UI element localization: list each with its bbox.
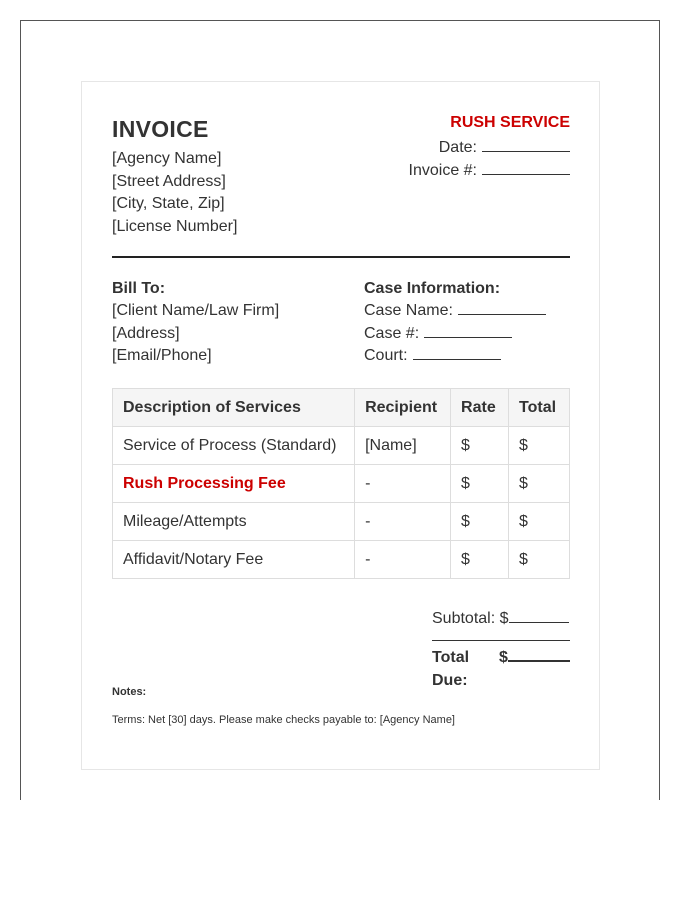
row-rate: $ — [451, 541, 509, 579]
payment-terms: Terms: Net [30] days. Please make checks payable to: [Agency Name] — [112, 714, 455, 726]
case-number-label: Case #: — [364, 324, 420, 342]
agency-license: [License Number] — [112, 217, 238, 235]
invoice-header — [112, 112, 570, 257]
total-due-field[interactable] — [508, 646, 570, 662]
row-recipient: - — [355, 541, 451, 579]
invoice-number-label: Invoice #: — [408, 162, 477, 179]
table-header-row — [113, 389, 570, 427]
case-name-field[interactable] — [458, 300, 546, 315]
parties-section — [112, 278, 570, 368]
row-total: $ — [509, 541, 570, 579]
table-row — [113, 541, 570, 579]
bill-to — [112, 278, 279, 367]
row-description: Rush Processing Fee — [113, 465, 355, 503]
case-number-row — [364, 323, 546, 345]
row-description: Service of Process (Standard) — [113, 427, 355, 465]
date-row — [409, 136, 570, 159]
subtotal-label: Subtotal: $ — [432, 610, 509, 627]
row-rate: $ — [451, 427, 509, 465]
client-address: [Address] — [112, 324, 180, 342]
row-rate: $ — [451, 503, 509, 541]
row-rate: $ — [451, 465, 509, 503]
header-description: Description of Services — [113, 389, 355, 427]
invoice-meta — [409, 136, 570, 182]
table-row — [113, 427, 570, 465]
services-table — [112, 388, 570, 579]
court-label: Court: — [364, 346, 408, 364]
case-name-row — [364, 300, 546, 322]
invoice-title: INVOICE — [112, 116, 209, 142]
header-divider — [112, 256, 570, 258]
case-name-label: Case Name: — [364, 302, 453, 320]
case-number-field[interactable] — [424, 323, 512, 338]
row-total: $ — [509, 503, 570, 541]
invoice-number-field[interactable] — [482, 160, 570, 175]
date-label: Date: — [438, 139, 477, 156]
agency-city: [City, State, Zip] — [112, 195, 225, 212]
total-due-value — [499, 646, 570, 667]
totals-divider — [432, 640, 570, 641]
client-contact: [Email/Phone] — [112, 346, 212, 364]
subtotal-row — [432, 608, 569, 628]
court-field[interactable] — [413, 345, 501, 360]
row-description: Affidavit/Notary Fee — [113, 541, 355, 579]
total-due-currency: $ — [499, 649, 508, 666]
agency-name: [Agency Name] — [112, 150, 222, 167]
invoice-document — [81, 81, 600, 770]
row-total: $ — [509, 465, 570, 503]
bill-to-heading: Bill To: — [112, 280, 166, 297]
header-rate: Rate — [451, 389, 509, 427]
invoice-content — [112, 112, 570, 726]
date-field[interactable] — [482, 137, 570, 152]
court-row — [364, 345, 546, 367]
header-total: Total — [509, 389, 570, 427]
table-row — [113, 465, 570, 503]
rush-service-label: RUSH SERVICE — [450, 114, 570, 131]
row-recipient: [Name] — [355, 427, 451, 465]
table-row — [113, 503, 570, 541]
agency-street: [Street Address] — [112, 172, 226, 190]
subtotal-field[interactable] — [509, 608, 569, 623]
invoice-number-row — [409, 159, 570, 182]
agency-info — [112, 148, 237, 238]
row-recipient: - — [355, 503, 451, 541]
client-name: [Client Name/Law Firm] — [112, 302, 280, 320]
notes-label: Notes: — [112, 686, 147, 698]
case-info-heading: Case Information: — [364, 280, 501, 297]
case-information — [364, 278, 546, 367]
header-recipient: Recipient — [355, 389, 451, 427]
row-recipient: - — [355, 465, 451, 503]
total-due-label: Total Due: — [432, 649, 470, 689]
row-total: $ — [509, 427, 570, 465]
row-description: Mileage/Attempts — [113, 503, 355, 541]
